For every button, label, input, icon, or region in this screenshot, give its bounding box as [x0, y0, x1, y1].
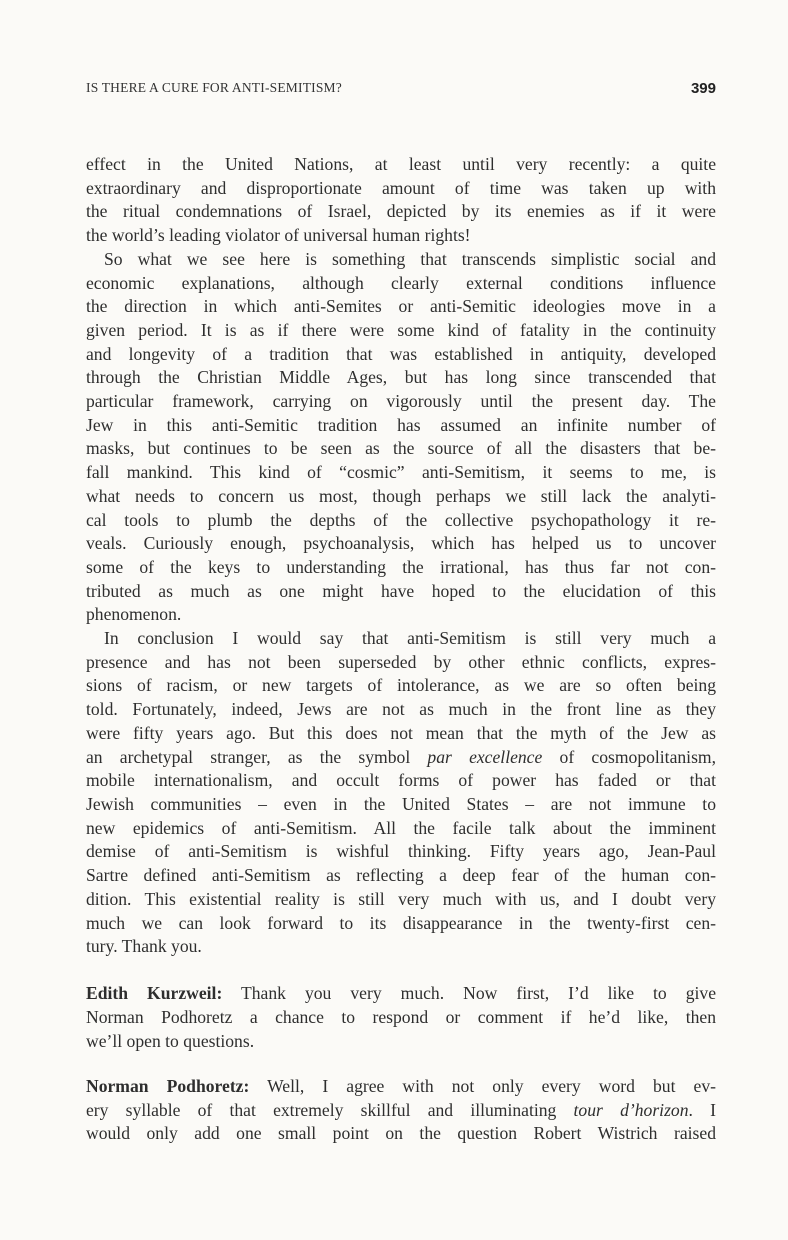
text-line: Norman Podhoretz: Well, I agree with not only every word but ev- [86, 1076, 716, 1097]
text-line: mobile internationalism, and occult forms of power has faded or that [86, 770, 716, 791]
text-line: much we can look forward to its disappearance in the twenty-first cen- [86, 912, 716, 933]
text-line: some of the keys to understanding the irrational, has thus far not con- [86, 556, 716, 577]
text-line: particular framework, carrying on vigorously until the present day. The [86, 391, 716, 412]
text-line: Jewish communities – even in the United States – are not immune to [86, 793, 716, 814]
text-line: sions of racism, or new targets of intolerance, as we are so often being [86, 675, 716, 696]
text-line: economic explanations, although clearly external conditions influence [86, 272, 716, 293]
page-body [86, 153, 716, 1146]
text-line: the direction in which anti-Semites or anti-Semitic ideologies move in a [86, 296, 716, 317]
text-line: Norman Podhoretz a chance to respond or comment if he’d like, then [86, 1007, 716, 1028]
text-run: . I [688, 1099, 716, 1120]
text-line: phenomenon. [86, 604, 182, 625]
text-line: what needs to concern us most, though perhaps we still lack the analyti- [86, 485, 716, 506]
text-line: Edith Kurzweil: Thank you very much. Now first, I’d like to give [86, 983, 717, 1004]
paragraph [86, 627, 716, 959]
speaker-paragraph [86, 982, 716, 1053]
italic-phrase: par excellence [427, 746, 543, 767]
text-line: the world’s leading violator of universal human rights! [86, 225, 471, 246]
text-line: given period. It is as if there were some kind of fatality in the continuity [86, 319, 716, 340]
text-line: demise of anti-Semitism is wishful thinking. Fifty years ago, Jean-Paul [86, 841, 716, 862]
running-header [86, 78, 716, 98]
text-line: and longevity of a tradition that was established in antiquity, developed [86, 343, 716, 364]
text-line: veals. Curiously enough, psychoanalysis, which has helped us to uncover [86, 533, 716, 554]
text-line: cal tools to plumb the depths of the collective psychopathology it re- [86, 509, 716, 530]
text-line: effect in the United Nations, at least until very recently: a quite [86, 154, 716, 174]
text-line: extraordinary and disproportionate amount of time was taken up with [86, 177, 716, 198]
italic-phrase: tour d’horizon [573, 1099, 689, 1120]
text-run: an archetypal stranger, as the symbol [86, 746, 428, 767]
text-line: tury. Thank you. [86, 936, 202, 957]
text-line: Jew in this anti-Semitic tradition has assumed an infinite number of [86, 414, 716, 435]
speaker-name: Norman Podhoretz: [86, 1076, 250, 1097]
text-run: of cosmopolitanism, [542, 746, 716, 767]
text-line [86, 1099, 716, 1123]
text-line: masks, but continues to be seen as the source of all the disasters that be- [86, 438, 716, 459]
speaker-name: Edith Kurzweil: [86, 983, 223, 1004]
running-title: IS THERE A CURE FOR ANTI-SEMITISM? [86, 80, 342, 95]
text-line: were fifty years ago. But this does not mean that the myth of the Jew as [86, 722, 716, 743]
text-line: we’ll open to questions. [86, 1030, 255, 1051]
text-line: the ritual condemnations of Israel, depicted by its enemies as if it were [86, 201, 716, 222]
text-line [86, 746, 716, 770]
text-line: So what we see here is something that transcends simplistic social and [104, 248, 716, 269]
text-line: presence and has not been superseded by other ethnic conflicts, expres- [86, 651, 716, 672]
page-number: 399 [690, 79, 716, 97]
text-line: dition. This existential reality is still very much with us, and I doubt very [86, 888, 716, 909]
text-line: new epidemics of anti-Semitism. All the facile talk about the imminent [86, 817, 716, 838]
paragraph [86, 248, 716, 627]
text-line: tributed as much as one might have hoped to the elucidation of this [86, 580, 716, 601]
speaker-paragraph [86, 1075, 716, 1146]
text-line: told. Fortunately, indeed, Jews are not as much in the front line as they [86, 699, 716, 720]
text-line: In conclusion I would say that anti-Semitism is still very much a [104, 628, 716, 649]
paragraph [86, 153, 716, 248]
text-line: would only add one small point on the question Robert Wistrich raised [86, 1123, 716, 1144]
text-line: fall mankind. This kind of “cosmic” anti-Semitism, it seems to me, is [86, 462, 716, 483]
text-line: Sartre defined anti-Semitism as reflecting a deep fear of the human con- [86, 865, 716, 886]
text-run: ery syllable of that extremely skillful and illuminating [86, 1099, 574, 1120]
text-line: through the Christian Middle Ages, but has long since transcended that [86, 367, 716, 388]
